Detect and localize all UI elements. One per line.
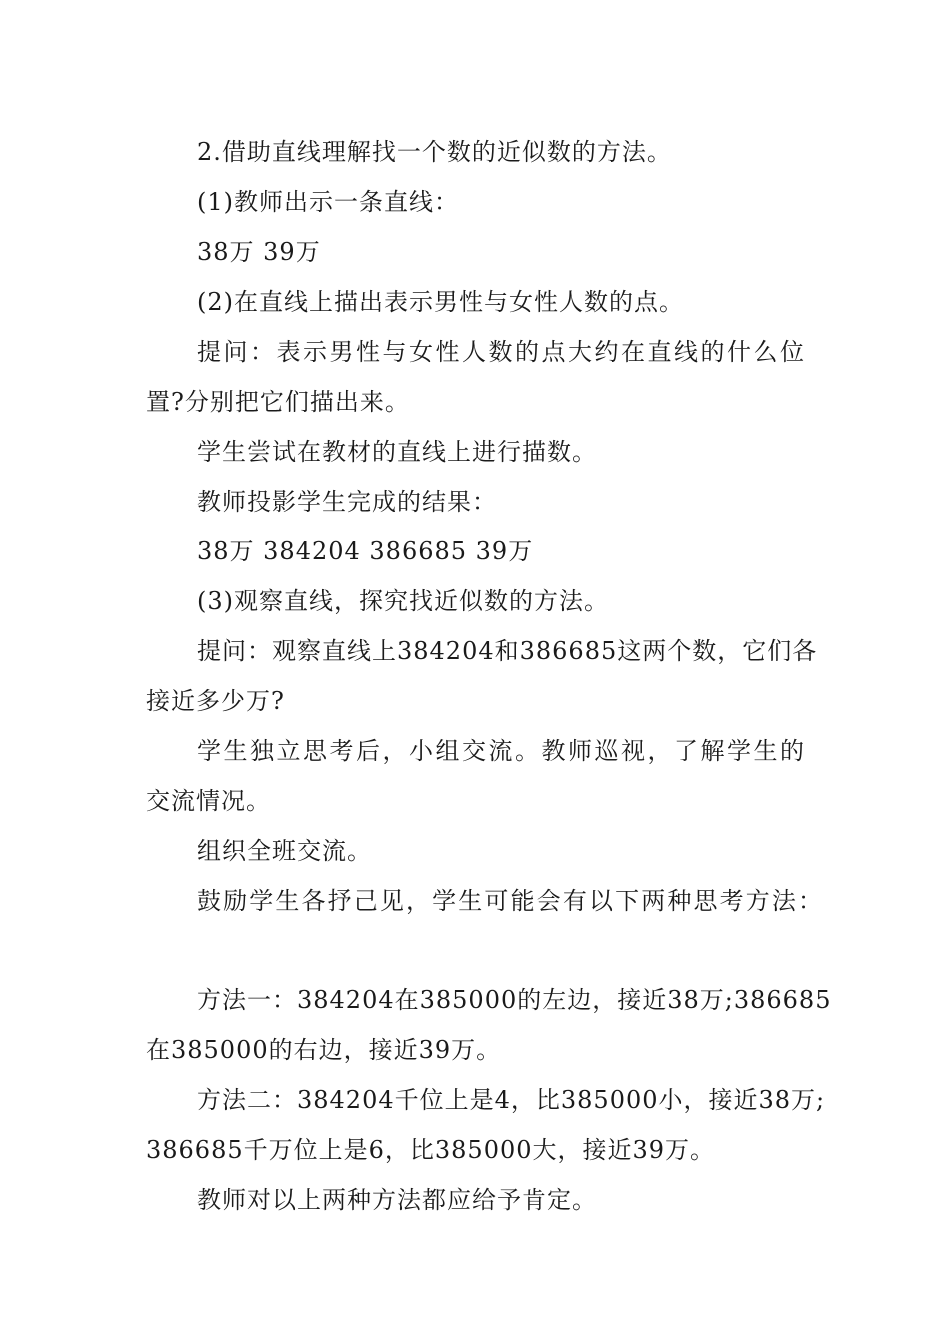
- paragraph-line: 提问：表示男性与女性人数的点大约在直线的什么位: [197, 338, 805, 366]
- paragraph-line: 置?分别把它们描出来。: [146, 388, 410, 416]
- paragraph-line: 教师对以上两种方法都应给予肯定。: [197, 1186, 597, 1214]
- paragraph-line: 教师投影学生完成的结果：: [197, 488, 497, 516]
- paragraph-line: 学生尝试在教材的直线上进行描数。: [197, 438, 597, 466]
- method-two-line: 方法二：384204千位上是4，比385000小，接近38万;: [197, 1086, 826, 1114]
- paragraph-line: (2)在直线上描出表示男性与女性人数的点。: [197, 288, 684, 316]
- paragraph-line: 组织全班交流。: [197, 837, 372, 865]
- paragraph-line: 鼓励学生各抒己见，学生可能会有以下两种思考方法：: [197, 887, 823, 915]
- paragraph-line: (1)教师出示一条直线：: [197, 188, 459, 216]
- number-line-labels: 38万 39万: [197, 238, 321, 266]
- number-line-result-labels: 38万 384204 386685 39万: [197, 537, 534, 565]
- paragraph-line: 交流情况。: [146, 787, 271, 815]
- paragraph-line: 接近多少万?: [146, 687, 285, 715]
- method-two-line: 386685千万位上是6，比385000大，接近39万。: [146, 1136, 716, 1164]
- paragraph-line: 提问：观察直线上384204和386685这两个数，它们各: [197, 637, 818, 665]
- paragraph-line: 学生独立思考后，小组交流。教师巡视，了解学生的: [197, 737, 805, 765]
- method-one-line: 在385000的右边，接近39万。: [146, 1036, 502, 1064]
- paragraph-line: (3)观察直线，探究找近似数的方法。: [197, 587, 609, 615]
- method-one-line: 方法一：384204在385000的左边，接近38万;386685: [197, 986, 832, 1014]
- heading-step-2: 2.借助直线理解找一个数的近似数的方法。: [197, 138, 672, 166]
